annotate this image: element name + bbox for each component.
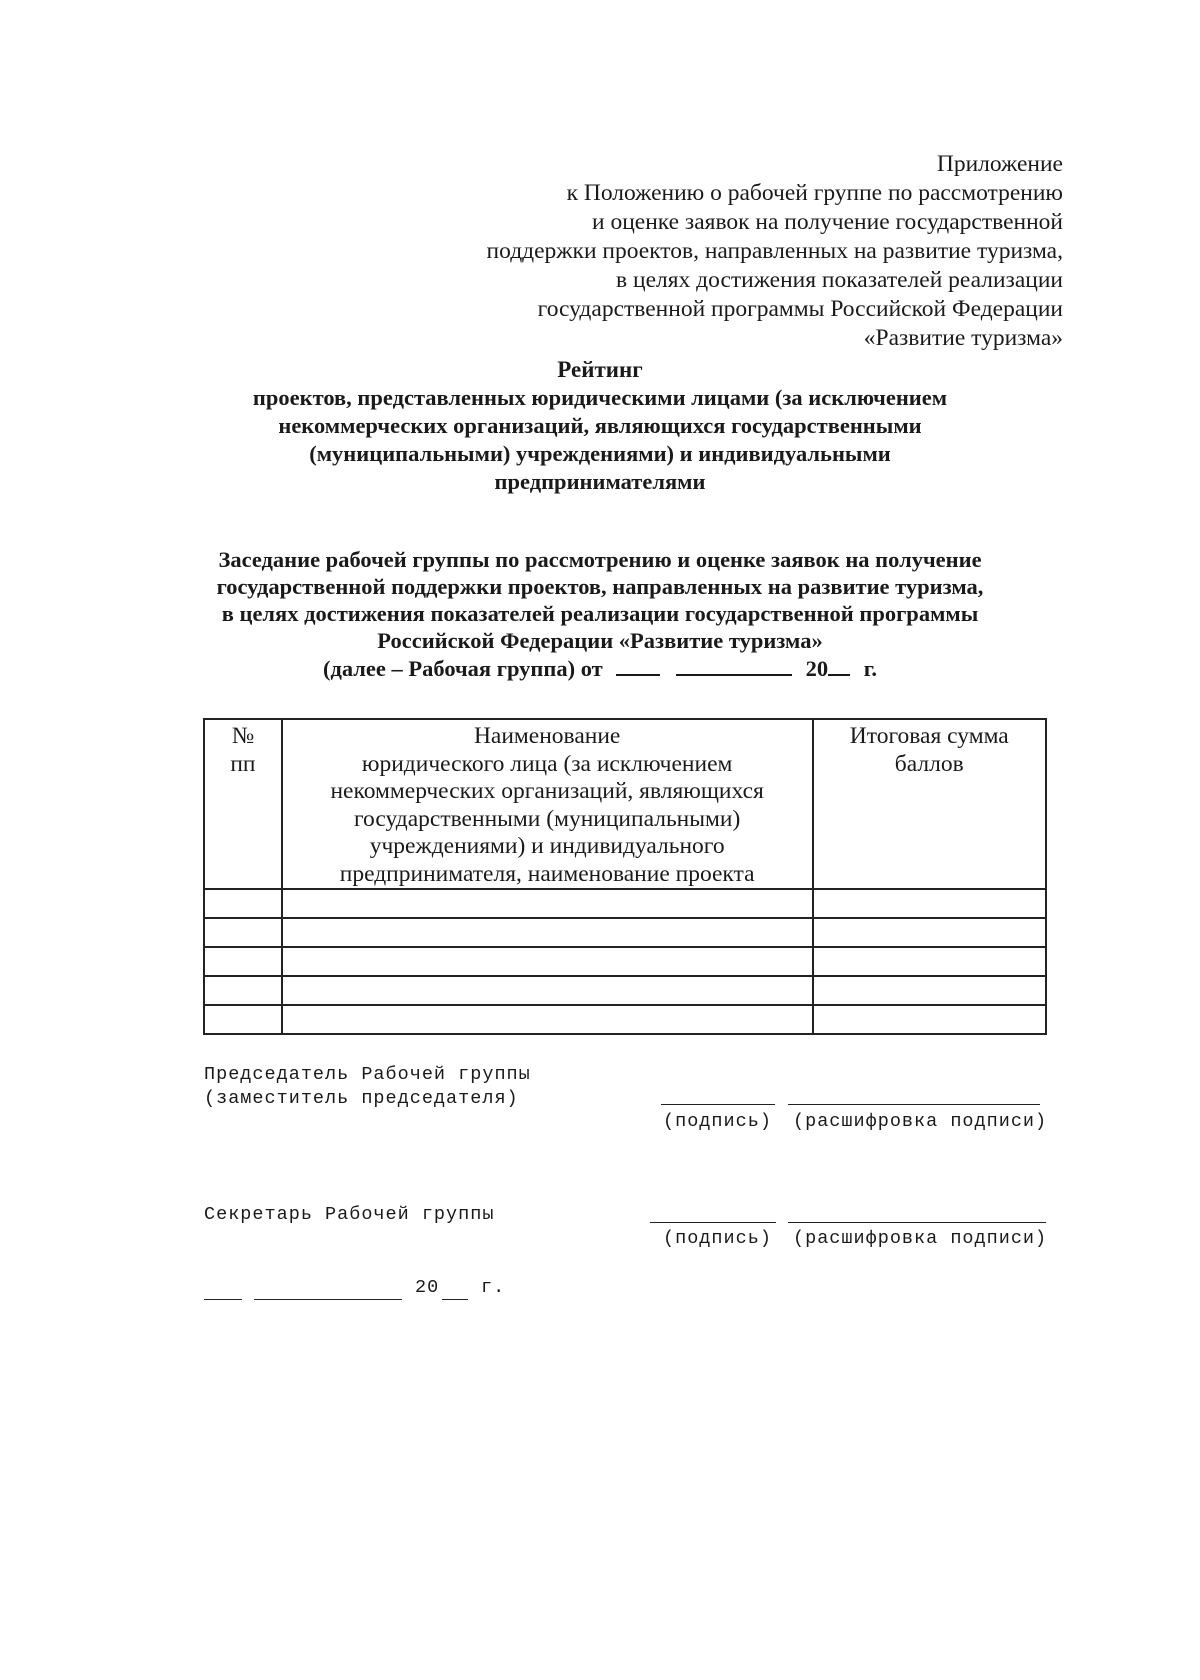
session-date-prefix: (далее – Рабочая группа) от	[322, 656, 603, 681]
appendix-line: «Развитие туризма»	[863, 325, 1063, 351]
rating-table	[203, 718, 1047, 1035]
appendix-line: поддержки проектов, направленных на развитие туризма,	[486, 238, 1063, 264]
chairman-signature-caption: (подпись)	[663, 1111, 772, 1132]
chairman-label	[204, 1063, 531, 1111]
chairman-title: Председатель Рабочей группы	[204, 1064, 531, 1085]
session-line: Российской Федерации «Развитие туризма»	[377, 628, 823, 653]
rating-subtitle-line: некоммерческих организаций, являющихся государственными	[278, 413, 922, 438]
secretary-signature-line	[650, 1221, 776, 1223]
chairman-deputy: (заместитель председателя)	[204, 1088, 519, 1109]
header-number-line: №	[231, 723, 255, 749]
header-number-line: пп	[230, 750, 256, 777]
day-blank	[616, 654, 660, 676]
appendix-line: и оценке заявок на получение государственной	[592, 209, 1063, 235]
chairman-decode-caption: (расшифровка подписи)	[793, 1111, 1048, 1132]
rating-subtitle-line: (муниципальными) учреждениями) и индивидуальными	[309, 441, 891, 466]
table-cell	[204, 918, 282, 947]
session-date-line	[0, 654, 1200, 682]
bottom-date-year: 20	[415, 1277, 440, 1298]
table-cell	[282, 918, 813, 947]
table-cell	[204, 889, 282, 918]
session-heading	[0, 546, 1200, 682]
session-date-year: 20	[805, 656, 829, 681]
header-name-line: юридического лица (за исключением	[361, 750, 733, 777]
secretary-decode-line	[788, 1221, 1046, 1223]
appendix-line: государственной программы Российской Федерации	[537, 296, 1063, 322]
header-name-line: Наименование	[473, 723, 621, 749]
chairman-signature-line	[661, 1103, 775, 1105]
rating-title: Рейтинг	[557, 357, 643, 382]
header-name-line: предпринимателя, наименование проекта	[339, 860, 755, 887]
secretary-signature-caption: (подпись)	[663, 1228, 772, 1249]
bottom-date-suffix: г.	[481, 1277, 506, 1298]
table-cell	[282, 1005, 813, 1034]
table-cell	[813, 947, 1046, 976]
table-cell	[282, 947, 813, 976]
rating-subtitle-line: проектов, представленных юридическими лицами (за исключением	[252, 385, 948, 410]
header-name-line: некоммерческих организаций, являющихся	[330, 778, 764, 804]
secretary-label: Секретарь Рабочей группы	[204, 1204, 495, 1225]
month-blank	[676, 654, 792, 676]
header-name	[282, 719, 813, 889]
bottom-day-blank	[204, 1298, 242, 1300]
rating-subtitle	[0, 384, 1200, 496]
table-header-row	[204, 719, 1046, 889]
bottom-month-blank	[254, 1298, 402, 1300]
rating-subtitle-line: предпринимателями	[494, 469, 706, 494]
table-row	[204, 889, 1046, 918]
table-row	[204, 918, 1046, 947]
table-cell	[813, 1005, 1046, 1034]
session-date-suffix: г.	[863, 656, 878, 681]
bottom-year-blank	[442, 1298, 468, 1300]
header-score-line: баллов	[894, 750, 964, 777]
appendix-header	[423, 150, 1063, 353]
appendix-line: к Положению о рабочей группе по рассмотрению	[566, 180, 1063, 206]
session-line: в целях достижения показателей реализации государственной программы	[221, 601, 979, 626]
header-score-line: Итоговая сумма	[849, 723, 1009, 749]
year-blank	[828, 654, 850, 676]
appendix-line: в целях достижения показателей реализации	[616, 267, 1063, 293]
table-cell	[813, 918, 1046, 947]
session-line: Заседание рабочей группы по рассмотрению и оценке заявок на получение	[218, 547, 982, 572]
table-cell	[204, 1005, 282, 1034]
table-row	[204, 1005, 1046, 1034]
table-cell	[282, 889, 813, 918]
table-row	[204, 976, 1046, 1005]
header-total-score	[813, 719, 1046, 889]
table-row	[204, 947, 1046, 976]
secretary-decode-caption: (расшифровка подписи)	[793, 1228, 1048, 1249]
table-cell	[813, 889, 1046, 918]
appendix-line: Приложение	[936, 151, 1063, 177]
table-cell	[813, 976, 1046, 1005]
header-name-line: учреждениями) и индивидуального	[369, 833, 725, 859]
table-cell	[282, 976, 813, 1005]
table-cell	[204, 947, 282, 976]
header-number	[204, 719, 282, 889]
header-name-line: государственными (муниципальными)	[353, 805, 741, 832]
table-cell	[204, 976, 282, 1005]
session-line: государственной поддержки проектов, направленных на развитие туризма,	[216, 574, 984, 599]
chairman-decode-line	[788, 1103, 1040, 1105]
